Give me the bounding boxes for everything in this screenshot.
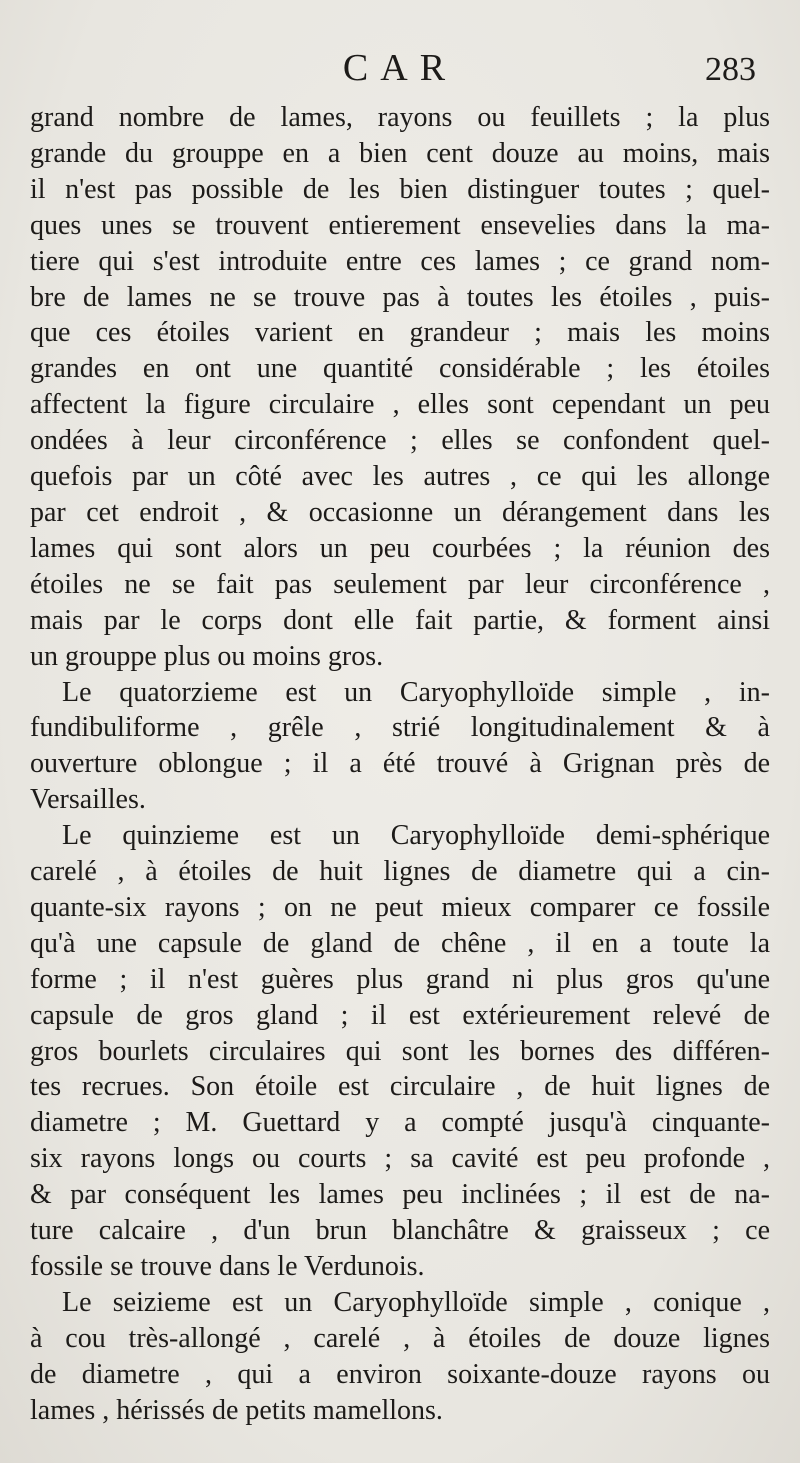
text-line: ondées à leur circonférence ; elles se confondent quel- bbox=[30, 425, 770, 457]
text-line: tes recrues. Son étoile est circulaire , de huit lignes de bbox=[30, 1071, 770, 1103]
text-line: carelé , à étoiles de huit lignes de diametre qui a cin- bbox=[30, 856, 770, 888]
text-line: & par conséquent les lames peu inclinées ; il est de na- bbox=[30, 1179, 770, 1211]
paragraph-quinzieme bbox=[30, 818, 770, 1285]
text-line: qu'à une capsule de gland de chêne , il en a toute la bbox=[30, 927, 770, 959]
text-line: un grouppe plus ou moins gros. bbox=[30, 640, 384, 672]
text-line: il n'est pas possible de les bien distinguer toutes ; quel- bbox=[30, 173, 770, 205]
text-line: affectent la figure circulaire , elles sont cependant un peu bbox=[30, 389, 770, 421]
text-line: quefois par un côté avec les autres , ce qui les allonge bbox=[30, 461, 770, 493]
text-line: fossile se trouve dans le Verdunois. bbox=[30, 1251, 425, 1282]
text-line: fundibuliforme , grêle , strié longitudinalement & à bbox=[30, 712, 770, 744]
text-line: Versailles. bbox=[30, 784, 146, 816]
paragraph-quatorzieme bbox=[30, 675, 770, 819]
text-line: Le quatorzieme est un Caryophylloïde simple , in- bbox=[62, 676, 770, 708]
text-line: ouverture oblongue ; il a été trouvé à Grignan près de bbox=[30, 748, 770, 780]
paragraph-seizieme bbox=[30, 1285, 770, 1429]
body-text bbox=[30, 100, 770, 1429]
running-head: CAR bbox=[342, 47, 458, 89]
text-line: ques unes se trouvent entierement ensevelies dans la ma- bbox=[30, 209, 770, 241]
text-line: grand nombre de lames, rayons ou feuillets ; la plus bbox=[30, 102, 770, 133]
text-line: Le seizieme est un Caryophylloïde simple , conique , bbox=[62, 1286, 770, 1318]
text-line: Le quinzieme est un Caryophylloïde demi-sphérique bbox=[62, 820, 770, 852]
page-number: 283 bbox=[705, 51, 756, 88]
text-line: que ces étoiles varient en grandeur ; mais les moins bbox=[30, 317, 770, 349]
text-line: mais par le corps dont elle fait partie, & forment ainsi bbox=[30, 604, 770, 636]
text-line: forme ; il n'est guères plus grand ni plus gros qu'une bbox=[30, 963, 770, 995]
paragraph-continued bbox=[30, 100, 770, 675]
text-line: par cet endroit , & occasionne un dérangement dans les bbox=[30, 496, 770, 528]
text-line: six rayons longs ou courts ; sa cavité est peu profonde , bbox=[30, 1143, 770, 1175]
text-line: grandes en ont une quantité considérable ; les étoiles bbox=[30, 353, 770, 385]
text-line: lames qui sont alors un peu courbées ; la réunion des bbox=[30, 532, 770, 564]
text-line: étoiles ne se fait pas seulement par leur circonférence , bbox=[30, 568, 770, 600]
text-line: gros bourlets circulaires qui sont les bornes des différen- bbox=[30, 1035, 770, 1067]
text-line: ture calcaire , d'un brun blanchâtre & graisseux ; ce bbox=[30, 1215, 770, 1247]
page-header bbox=[30, 42, 770, 100]
text-line: lames , hérissés de petits mamellons. bbox=[30, 1394, 443, 1426]
text-line: quante-six rayons ; on ne peut mieux comparer ce fossile bbox=[30, 891, 770, 923]
text-line: grande du grouppe en a bien cent douze au moins, mais bbox=[30, 137, 770, 169]
text-line: bre de lames ne se trouve pas à toutes les étoiles , puis- bbox=[30, 281, 770, 313]
text-line: de diametre , qui a environ soixante-douze rayons ou bbox=[30, 1358, 770, 1390]
text-line: diametre ; M. Guettard y a compté jusqu'à cinquante- bbox=[30, 1107, 770, 1139]
text-line: à cou très-allongé , carelé , à étoiles de douze lignes bbox=[30, 1322, 770, 1354]
text-line: tiere qui s'est introduite entre ces lames ; ce grand nom- bbox=[30, 245, 770, 277]
text-line: capsule de gros gland ; il est extérieurement relevé de bbox=[30, 999, 770, 1031]
